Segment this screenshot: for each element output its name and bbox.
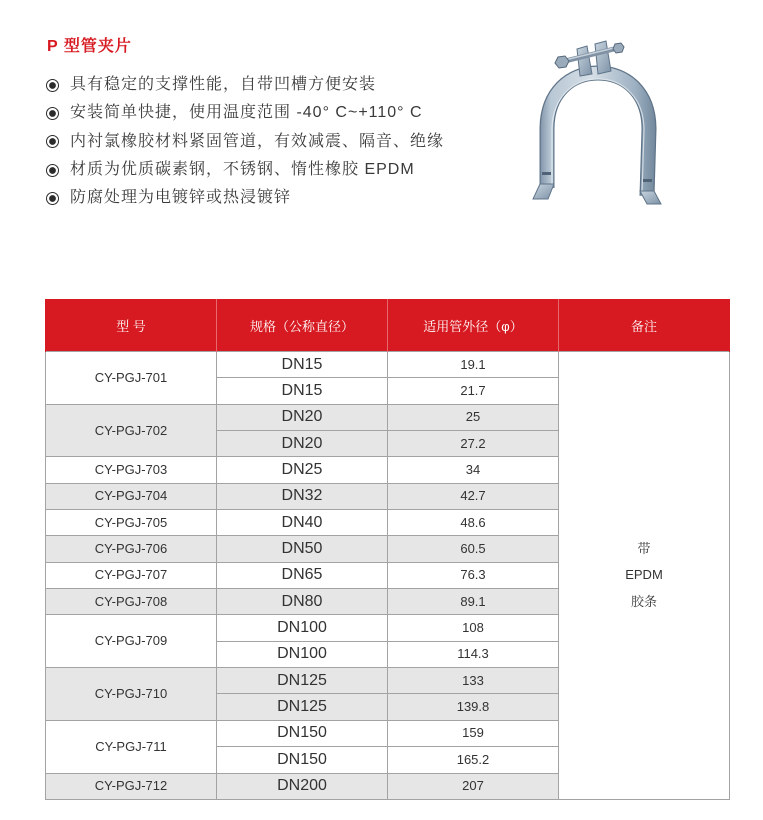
model-cell: CY-PGJ-708 bbox=[46, 589, 217, 615]
bullet-circle-icon bbox=[46, 135, 59, 148]
od-cell: 139.8 bbox=[388, 694, 559, 720]
od-cell: 48.6 bbox=[388, 510, 559, 536]
bullet-circle-icon bbox=[46, 107, 59, 120]
header-spec: 规格（公称直径） bbox=[217, 299, 388, 352]
model-cell: CY-PGJ-705 bbox=[46, 510, 217, 536]
feature-item bbox=[46, 128, 444, 156]
model-cell: CY-PGJ-709 bbox=[46, 615, 217, 668]
feature-item bbox=[46, 99, 444, 127]
model-cell: CY-PGJ-710 bbox=[46, 668, 217, 721]
header-outer-diameter: 适用管外径（φ） bbox=[388, 299, 559, 352]
model-cell: CY-PGJ-712 bbox=[46, 773, 217, 799]
spec-cell: DN15 bbox=[217, 378, 388, 404]
od-cell: 133 bbox=[388, 668, 559, 694]
feature-item bbox=[46, 156, 444, 184]
spec-cell: DN150 bbox=[217, 747, 388, 773]
od-cell: 159 bbox=[388, 720, 559, 746]
od-cell: 76.3 bbox=[388, 562, 559, 588]
model-cell: CY-PGJ-707 bbox=[46, 562, 217, 588]
od-cell: 207 bbox=[388, 773, 559, 799]
feature-text: 材质为优质碳素钢，不锈钢、惰性橡胶 EPDM bbox=[70, 161, 415, 179]
od-cell: 19.1 bbox=[388, 352, 559, 378]
feature-item bbox=[46, 71, 444, 99]
od-cell: 34 bbox=[388, 457, 559, 483]
header-remark: 备注 bbox=[559, 299, 730, 352]
bullet-circle-icon bbox=[46, 79, 59, 92]
remark-line: 带 bbox=[637, 540, 651, 556]
spec-cell: DN65 bbox=[217, 562, 388, 588]
feature-text: 具有稳定的支撑性能，自带凹槽方便安装 bbox=[70, 76, 377, 94]
model-cell: CY-PGJ-706 bbox=[46, 536, 217, 562]
bullet-circle-icon bbox=[46, 192, 59, 205]
od-cell: 89.1 bbox=[388, 589, 559, 615]
table-row bbox=[46, 352, 730, 378]
spec-cell: DN125 bbox=[217, 668, 388, 694]
spec-cell: DN20 bbox=[217, 404, 388, 430]
model-cell: CY-PGJ-711 bbox=[46, 720, 217, 773]
feature-list bbox=[46, 71, 444, 212]
pipe-clamp-image bbox=[528, 36, 668, 206]
od-cell: 60.5 bbox=[388, 536, 559, 562]
od-cell: 108 bbox=[388, 615, 559, 641]
table-header-row bbox=[46, 299, 730, 352]
bullet-circle-icon bbox=[46, 164, 59, 177]
spec-cell: DN150 bbox=[217, 720, 388, 746]
spec-cell: DN200 bbox=[217, 773, 388, 799]
spec-cell: DN15 bbox=[217, 352, 388, 378]
spec-cell: DN80 bbox=[217, 589, 388, 615]
header-model: 型 号 bbox=[46, 299, 217, 352]
remark-cell bbox=[559, 352, 730, 800]
feature-text: 防腐处理为电镀锌或热浸镀锌 bbox=[70, 189, 292, 207]
feature-item bbox=[46, 184, 444, 212]
od-cell: 27.2 bbox=[388, 431, 559, 457]
od-cell: 114.3 bbox=[388, 641, 559, 667]
spec-cell: DN25 bbox=[217, 457, 388, 483]
model-cell: CY-PGJ-703 bbox=[46, 457, 217, 483]
model-cell: CY-PGJ-702 bbox=[46, 404, 217, 457]
od-cell: 21.7 bbox=[388, 378, 559, 404]
feature-text: 内衬氯橡胶材料紧固管道，有效减震、隔音、绝缘 bbox=[70, 132, 445, 150]
spec-cell: DN20 bbox=[217, 431, 388, 457]
od-cell: 25 bbox=[388, 404, 559, 430]
spec-cell: DN100 bbox=[217, 641, 388, 667]
model-cell: CY-PGJ-704 bbox=[46, 483, 217, 509]
spec-cell: DN50 bbox=[217, 536, 388, 562]
od-cell: 165.2 bbox=[388, 747, 559, 773]
spec-cell: DN125 bbox=[217, 694, 388, 720]
od-cell: 42.7 bbox=[388, 483, 559, 509]
spec-cell: DN40 bbox=[217, 510, 388, 536]
spec-cell: DN32 bbox=[217, 483, 388, 509]
spec-cell: DN100 bbox=[217, 615, 388, 641]
model-cell: CY-PGJ-701 bbox=[46, 352, 217, 405]
remark-line: EPDM bbox=[625, 567, 663, 583]
page-title: P 型管夹片 bbox=[47, 38, 132, 55]
spec-table bbox=[45, 299, 730, 800]
feature-text: 安装简单快捷，使用温度范围 -40° C~+110° C bbox=[70, 104, 423, 122]
remark-line: 胶条 bbox=[630, 593, 657, 609]
